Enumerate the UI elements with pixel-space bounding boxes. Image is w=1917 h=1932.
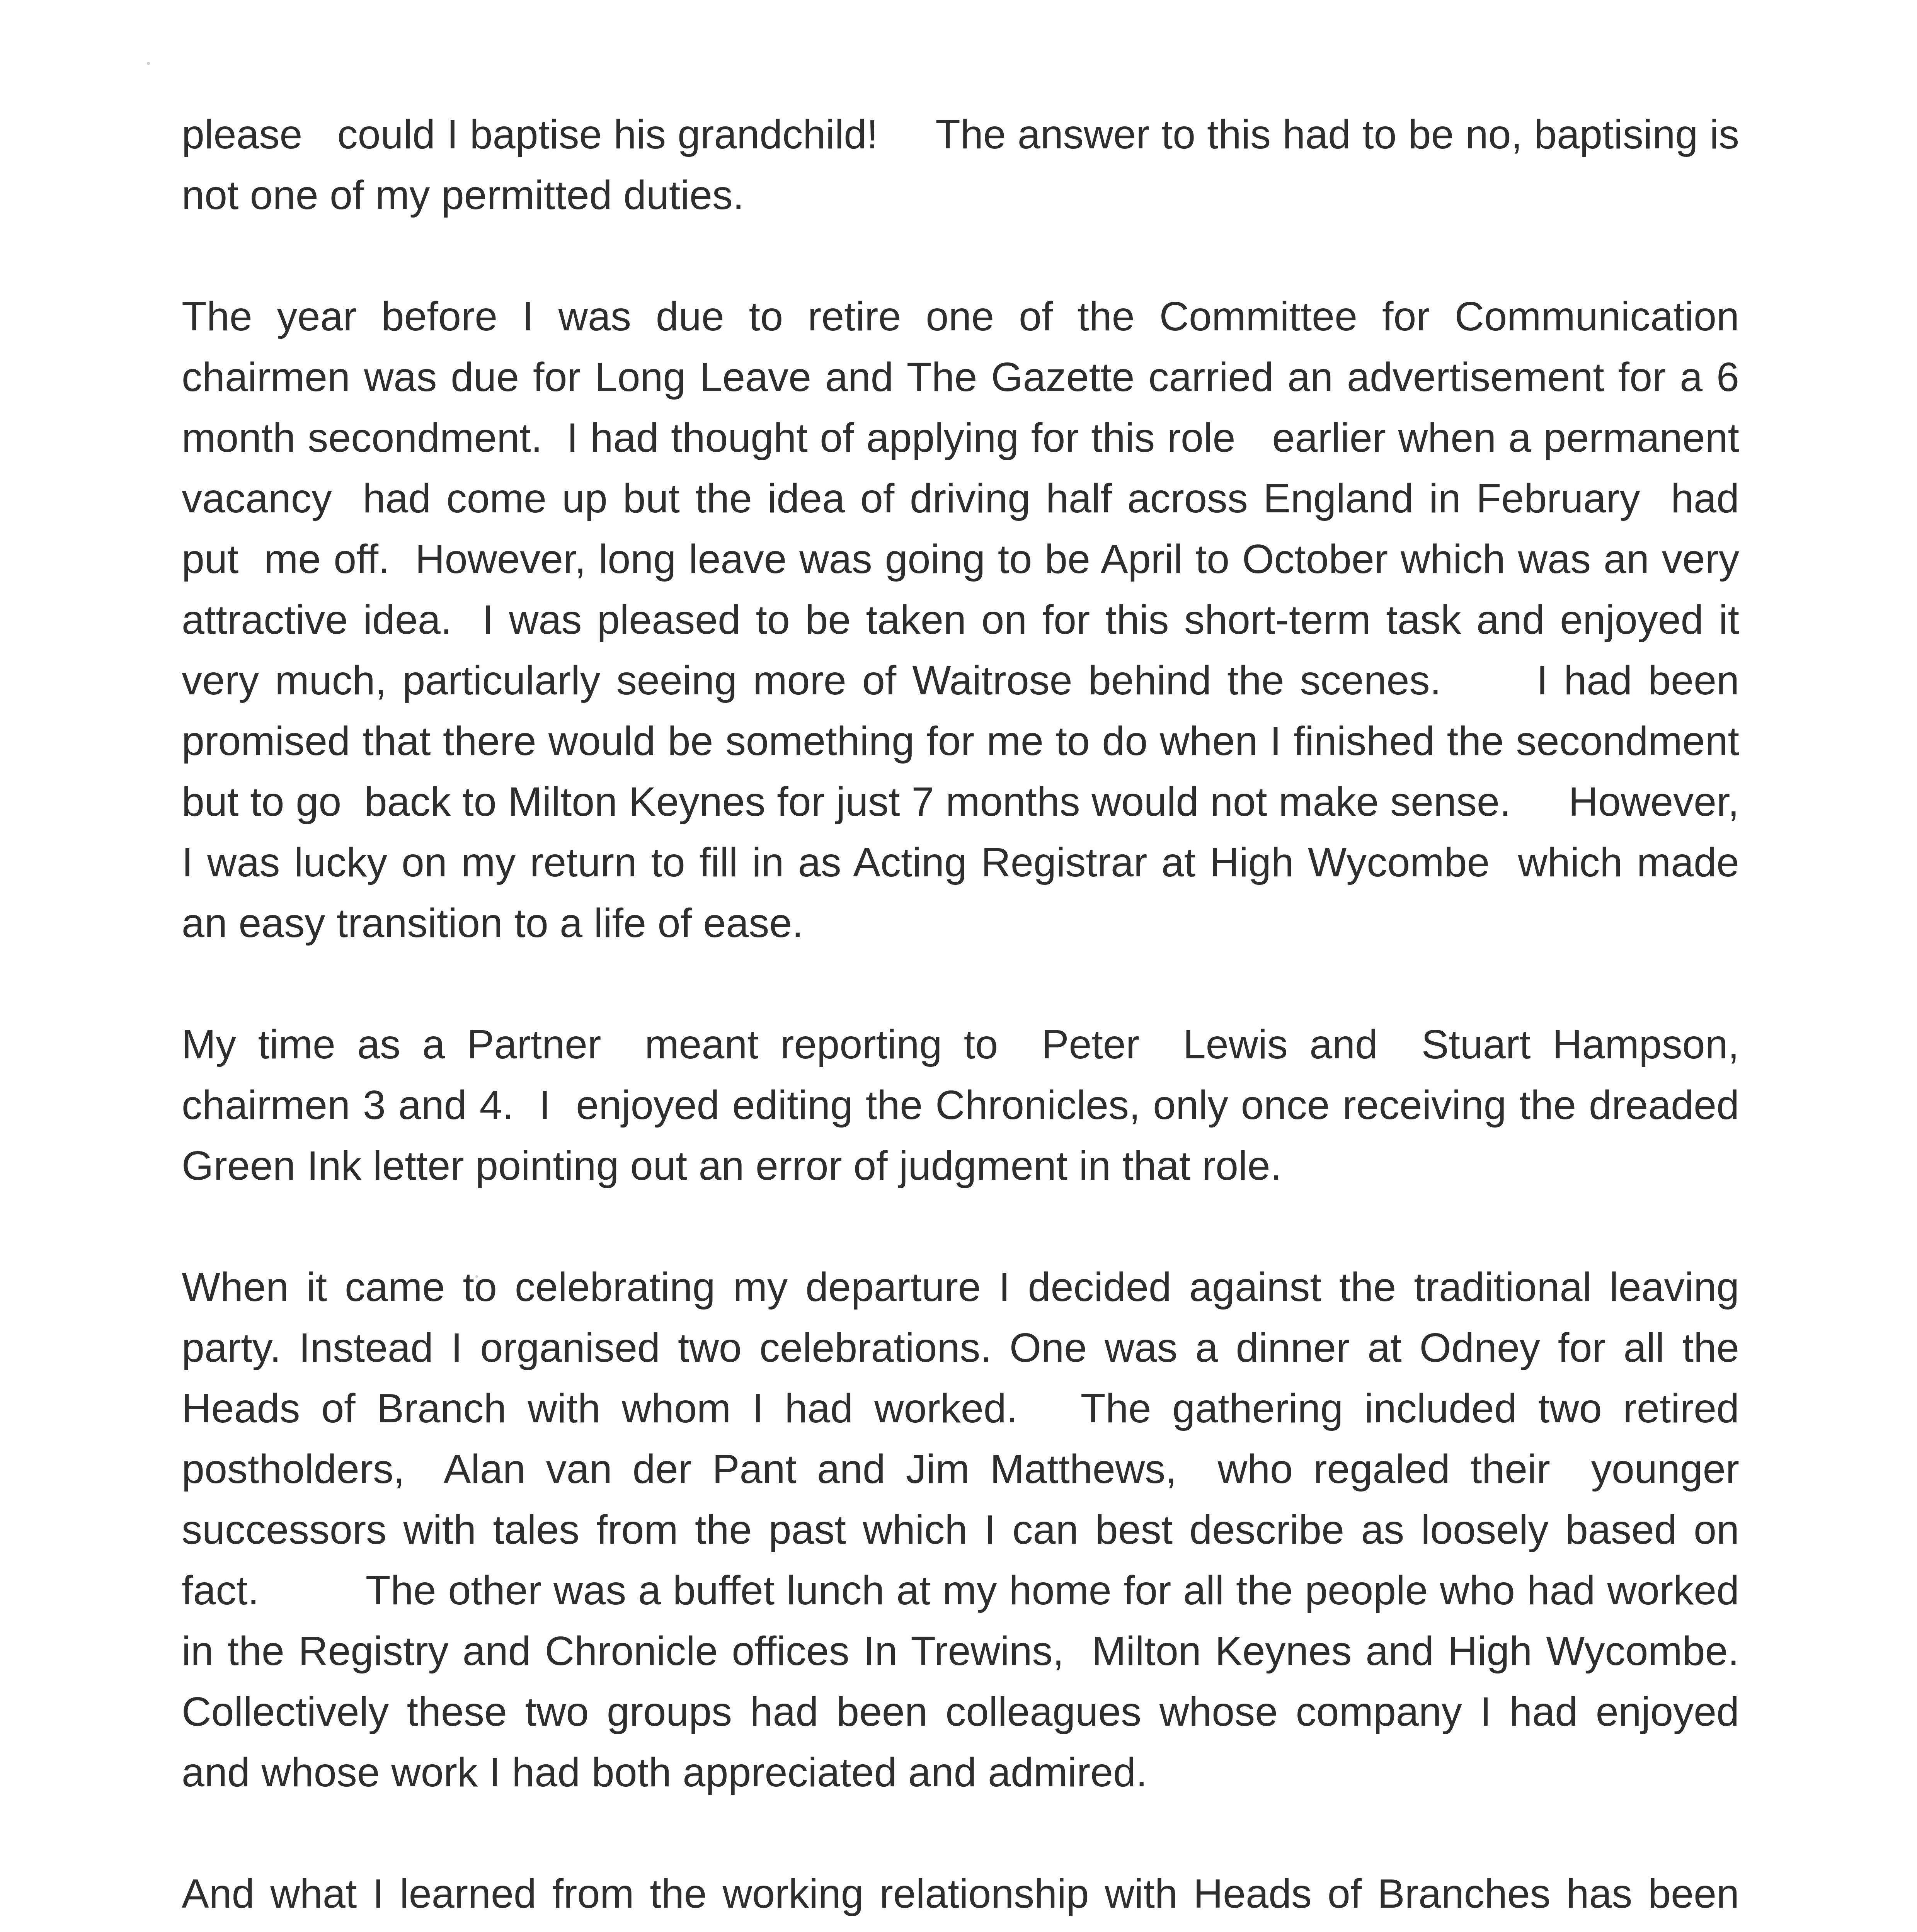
paragraph-secondment: The year before I was due to retire one of the Committee for Communication chairmen was due for Long Leave and The Gazette carried an advertisement for a 6 month secondment. I had thought of applying for this role earlier when a permanent vacancy had come up but the idea of driving half across England in February had put me off. However, long leave was going to be April to October which was an very attractive idea. I was pleased to be taken on for this short-term task and enjoyed it very much, particularly seeing more of Waitrose behind the scenes. I had been promised that there would be something for me to do when I finished the secondment but to go back to Milton Keynes for just 7 months would not make sense. However, I was lucky on my return to fill in as Acting Registrar at High Wycombe which made an easy transition to a life of ease. (182, 294, 1762, 946)
document-body (182, 104, 1762, 1932)
paragraph-baptism: please could I baptise his grandchild! The answer to this had to be no, baptising is not one of my permitted duties. (182, 112, 1751, 218)
scan-speck (147, 62, 150, 65)
paragraph-celebrations: When it came to celebrating my departure I decided against the traditional leaving party. Instead I organised two celebrations. One was a dinner at Odney for all the Heads of Branch with whom I had worked. The gathering included two retired postholders, Alan van der Pant and Jim Matthews, who regaled their younger successors with tales from the past which I can best describe as loosely based on fact. The other was a buffet lunch at my home for all the people who had worked in the Registry and Chronicle offices In Trewins, Milton Keynes and High Wycombe. Collectively these two groups had been colleagues whose company I had enjoyed and whose work I had both appreciated and admired. (182, 1264, 1751, 1795)
paragraph-heads-of-branches: And what I learned from the working relationship with Heads of Branches has been (182, 1871, 1739, 1917)
paragraph-partner-time: My time as a Partner meant reporting to Peter Lewis and Stuart Hampson, chairmen 3 and 4. I enjoyed editing the Chronicles, only once receiving the dreaded Green Ink letter pointing out an error of judgment in that role. (182, 1022, 1751, 1189)
